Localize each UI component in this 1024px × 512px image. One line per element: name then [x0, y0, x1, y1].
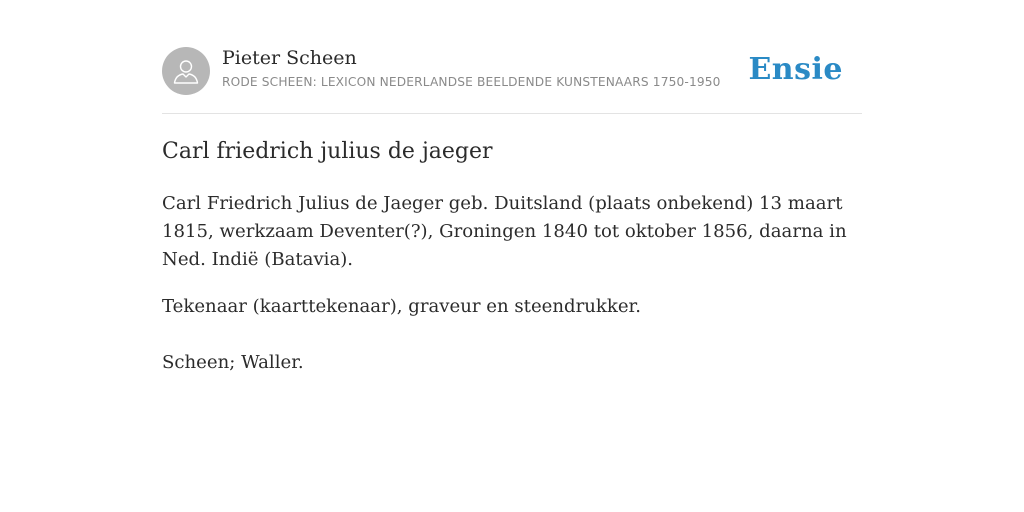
- article-body: [162, 190, 852, 377]
- article-header: [162, 46, 862, 114]
- source-title[interactable]: RODE SCHEEN: LEXICON NEDERLANDSE BEELDENDE KUNSTENAARS 1750-1950: [222, 75, 721, 89]
- article-title: Carl friedrich julius de jaeger: [162, 139, 493, 164]
- user-icon: [171, 56, 201, 86]
- author-name[interactable]: Pieter Scheen: [222, 47, 357, 69]
- article-paragraph: Scheen; Waller.: [162, 352, 304, 373]
- ensie-logo[interactable]: Ensie: [748, 52, 843, 87]
- article-paragraph: Tekenaar (kaarttekenaar), graveur en steendrukker.: [162, 296, 641, 317]
- author-avatar[interactable]: [162, 47, 210, 95]
- article-paragraph: Carl Friedrich Julius de Jaeger geb. Duitsland (plaats onbekend) 13 maart 1815, werkzaam Deventer(?), Groningen 1840 tot oktober 1856, daarna in Ned. Indië (Batavia).: [162, 193, 847, 270]
- article-card: [162, 46, 862, 373]
